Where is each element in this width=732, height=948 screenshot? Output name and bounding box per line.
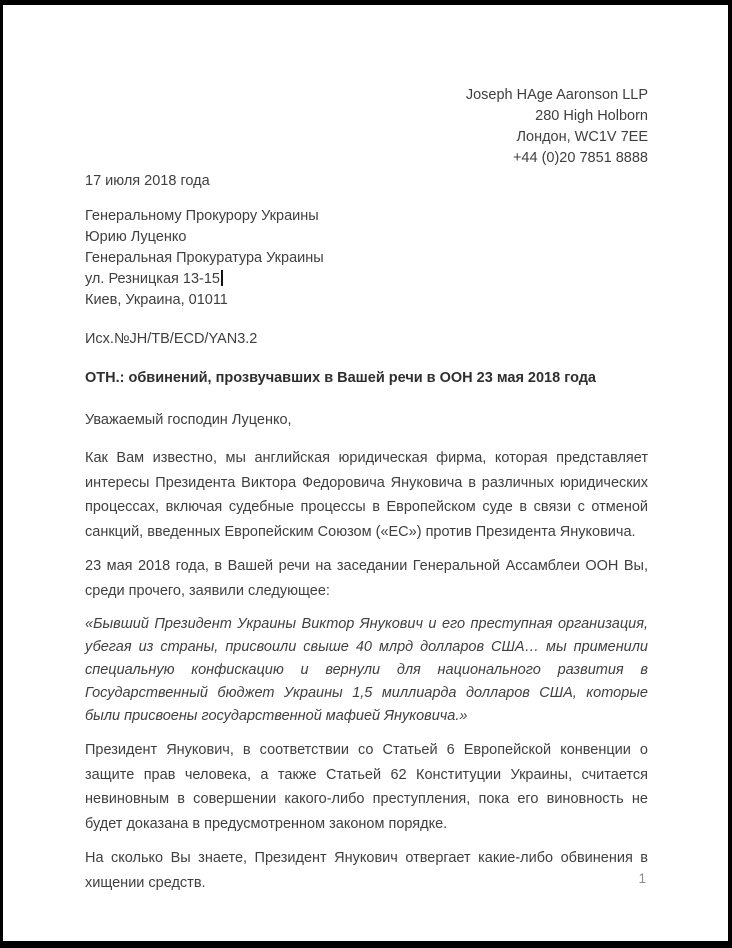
letterhead-city: Лондон, WC1V 7EE [516, 129, 648, 145]
recipient-street-line [85, 269, 648, 290]
letter-date: 17 июля 2018 года [85, 173, 210, 189]
document-page[interactable] [3, 5, 728, 941]
paragraph-speech-context: 23 мая 2018 года, в Вашей речи на заседании Генеральной Ассамблеи ООН Вы, среди прочего, заявили следующее: [85, 558, 648, 599]
paragraph-denial: На сколько Вы знаете, Президент Янукович отвергает какие-либо обвинения в хищении средств. [85, 850, 648, 891]
letterhead-phone: +44 (0)20 7851 8888 [512, 150, 648, 166]
paragraph-presumption-of-innocence: Президент Янукович, в соответствии со Статьей 6 Европейской конвенции о защите прав человека, а также Статьей 62 Конституции Украины, считается невиновным в совершении какого-либо преступления, пока его виновность не будет доказана в предусмотренном законом порядке. [85, 742, 648, 832]
recipient-city-line: Киев, Украина, 01011 [85, 292, 228, 308]
letterhead-street: 280 High Holborn [535, 108, 648, 124]
recipient-name-line: Юрию Луценко [85, 229, 187, 245]
recipient-title-line: Генеральному Прокурору Украины [85, 208, 319, 224]
letterhead-firm-name: Joseph HAge Aaronson LLP [465, 87, 648, 103]
paragraph-quotation: «Бывший Президент Украины Виктор Янукович и его преступная организация, убегая из страны, присвоили свыше 40 млрд долларов США… мы применили специальную конфискацию и вернули для национального развития в Государственный бюджет Украины 1,5 миллиарда долларов США, которые были присвоены государственной мафией Януковича.» [85, 616, 648, 724]
reference-number: Исх.№JH/TB/ECD/YAN3.2 [85, 331, 258, 347]
letterhead [85, 85, 648, 169]
salutation: Уважаемый господин Луценко, [85, 412, 292, 428]
paragraph-introduction: Как Вам известно, мы английская юридическая фирма, которая представляет интересы Президента Виктора Федоровича Януковича в различных юридических процессах, включая судебные процессы в Европейском суде в связи с отменой санкций, введенных Европейским Союзом («ЕС») против Президента Януковича. [85, 450, 648, 540]
recipient-address [85, 206, 648, 311]
subject-line: ОТН.: обвинений, прозвучавших в Вашей речи в ООН 23 мая 2018 года [85, 370, 596, 386]
text-cursor [221, 270, 223, 286]
page-number: 1 [638, 871, 646, 886]
recipient-street-text: ул. Резницкая 13-15 [85, 271, 220, 287]
recipient-org-line: Генеральная Прокуратура Украины [85, 250, 324, 266]
